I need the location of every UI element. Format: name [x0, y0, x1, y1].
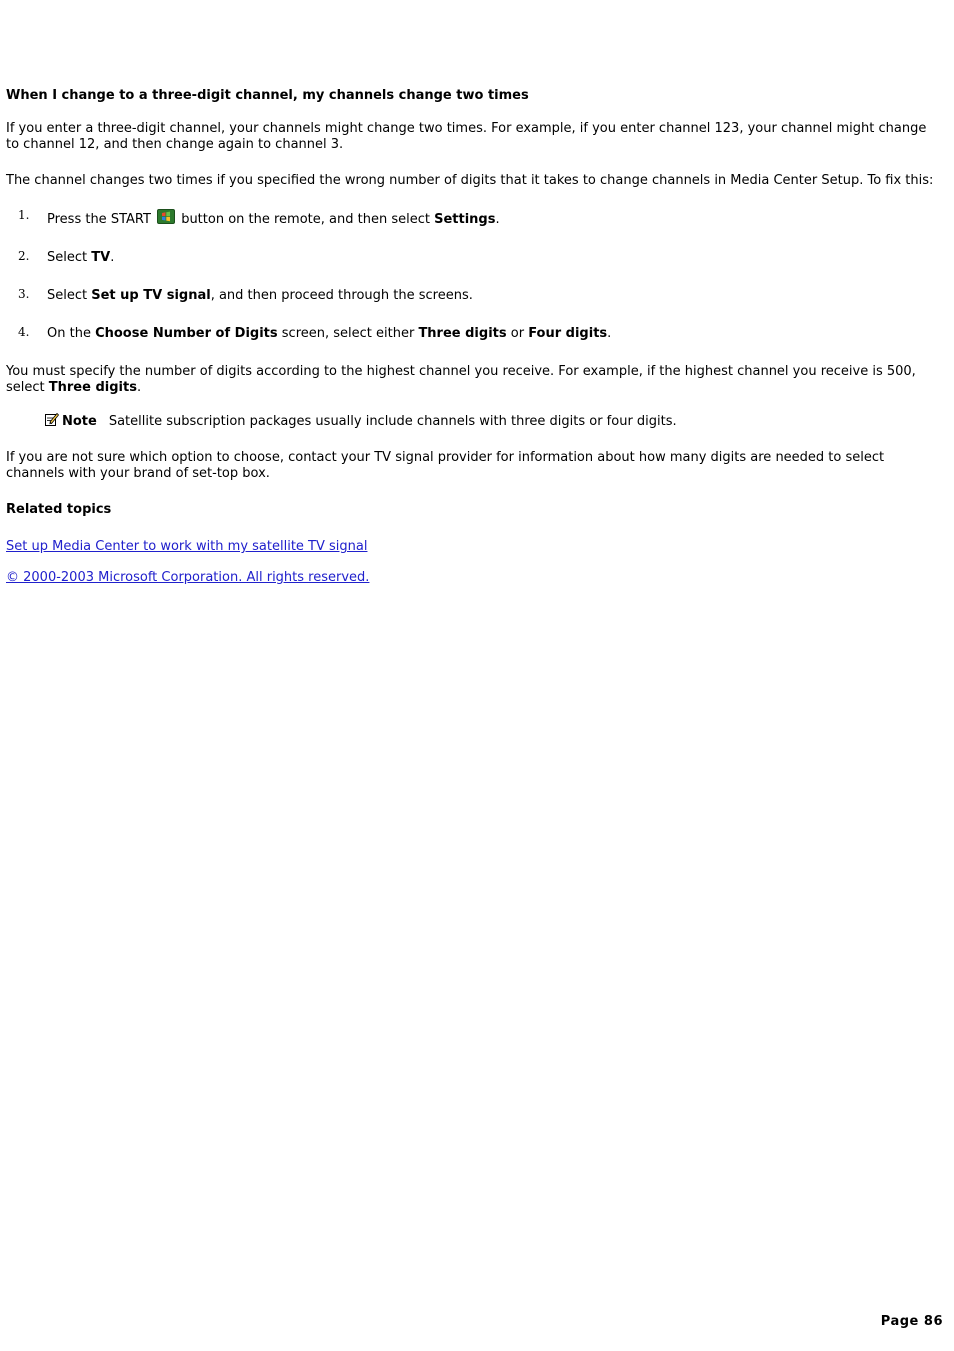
satellite-setup-link[interactable]: Set up Media Center to work with my satellite TV signal	[6, 539, 368, 554]
step-item-3: 3. Select Set up TV signal, and then proceed through the screens.	[18, 287, 473, 303]
note-text: Satellite subscription packages usually include channels with three digits or four digits.	[108, 414, 677, 429]
step-item-4: 4. On the Choose Number of Digits screen, select either Three digits or Four digits.	[18, 325, 612, 341]
steps-list	[6, 209, 941, 342]
document-page	[6, 88, 941, 601]
step-item-1: 1. Press the START button on the remote, and then select Settings.	[18, 208, 500, 227]
note-block	[6, 412, 941, 430]
step-number: 3.	[18, 287, 30, 301]
related-topics-heading: Related topics	[6, 502, 112, 517]
intro-paragraph: If you enter a three-digit channel, your channels might change two times. For example, if you enter channel 123, your channel might change to channel 12, and then change again to channel 3.	[6, 121, 927, 152]
page-title: When I change to a three-digit channel, my channels change two times	[6, 88, 529, 103]
step-number: 4.	[18, 325, 30, 339]
note-label: Note	[62, 414, 97, 429]
provider-paragraph: If you are not sure which option to choose, contact your TV signal provider for information about how many digits are needed to select channels with your brand of set-top box.	[6, 450, 885, 481]
page-number: Page 86	[880, 1314, 943, 1329]
copyright-link[interactable]: © 2000-2003 Microsoft Corporation. All rights reserved.	[6, 570, 370, 585]
step-number: 2.	[18, 249, 30, 263]
note-pencil-icon	[45, 412, 59, 426]
explanation-paragraph: The channel changes two times if you specified the wrong number of digits that it takes to change channels in Media Center Setup. To fix this:	[6, 173, 934, 188]
digits-paragraph: You must specify the number of digits according to the highest channel you receive. For example, if the highest channel you receive is 500, select Three digits.	[6, 364, 916, 395]
step-item-2: 2. Select TV.	[18, 249, 115, 265]
step-number: 1.	[18, 208, 30, 222]
start-button-icon	[157, 209, 175, 224]
